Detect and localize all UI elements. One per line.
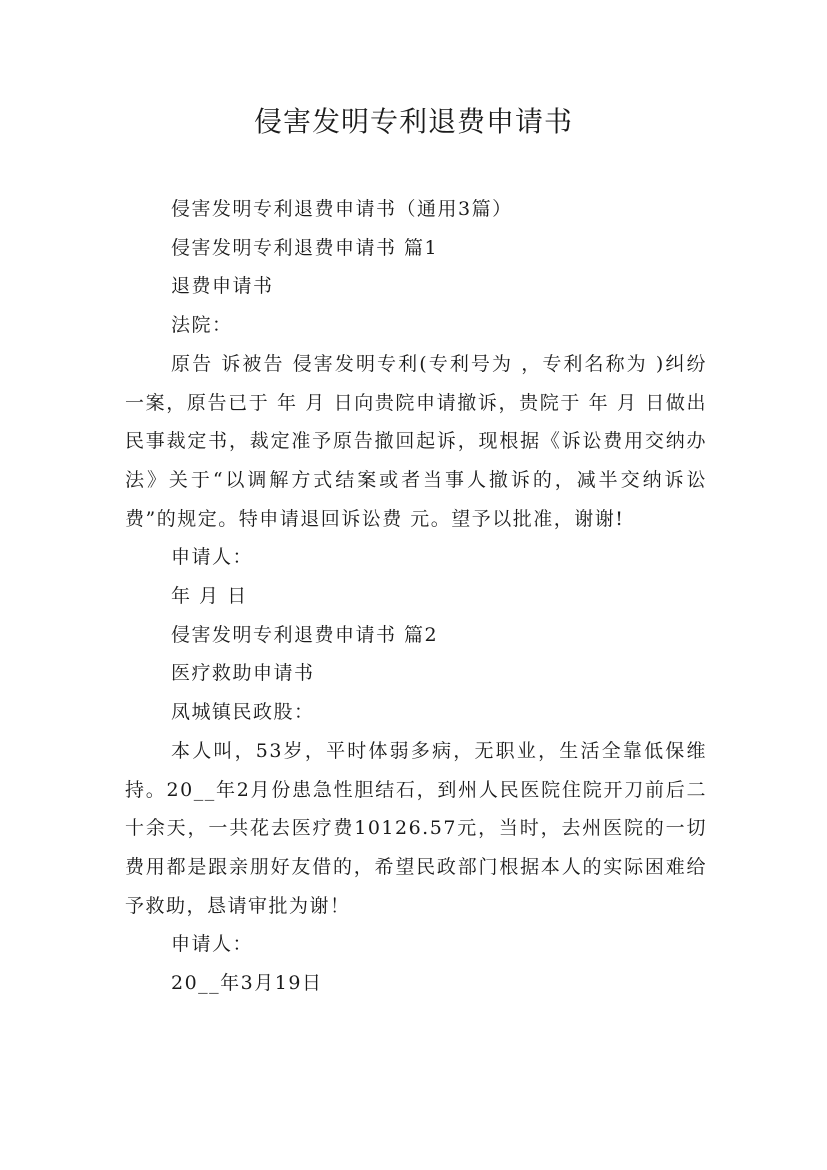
part1-body-paragraph: 原告 诉被告 侵害发明专利(专利号为 ，专利名称为 )纠纷一案，原告已于 年 月 日向贵院申请撤诉，贵院于 年 月 日做出 民事裁定书，裁定准予原告撤回起诉，现根据《诉讼费用交纳办法》关于“以调解方式结案或者当事人撤诉的，减半交纳诉讼费”的规定。特申请退回诉讼费 元。望予以批准，谢谢! (125, 352, 707, 530)
part2-body-paragraph: 本人叫，53岁，平时体弱多病，无职业，生活全靠低保维持。20__年2月份患急性胆结石，到州人民医院住院开刀前后二十余天，一共花去医疗费10126.57元，当时，去州医院的一切费用都是跟亲朋好友借的，希望民政部门根据本人的实际困难给予救助，恳请审批为谢！ (125, 739, 707, 917)
document-body (125, 190, 707, 1003)
part2-doc-title: 医疗救助申请书 (171, 662, 315, 685)
part1-date-line: 年 月 日 (171, 585, 248, 608)
part1-heading: 侵害发明专利退费申请书 篇1 (171, 236, 439, 259)
part1-addressee: 法院： (171, 314, 233, 337)
part1-signature-label: 申请人： (171, 546, 254, 569)
part2-signature-label: 申请人： (171, 933, 254, 956)
part2-addressee: 凤城镇民政股： (171, 701, 315, 724)
part2-heading: 侵害发明专利退费申请书 篇2 (171, 623, 439, 646)
part2-date-line: 20__年3月19日 (171, 972, 323, 995)
part1-doc-title: 退费申请书 (171, 275, 274, 298)
document-title: 侵害发明专利退费申请书 (253, 105, 573, 138)
collection-title: 侵害发明专利退费申请书（通用3篇） (171, 198, 513, 220)
